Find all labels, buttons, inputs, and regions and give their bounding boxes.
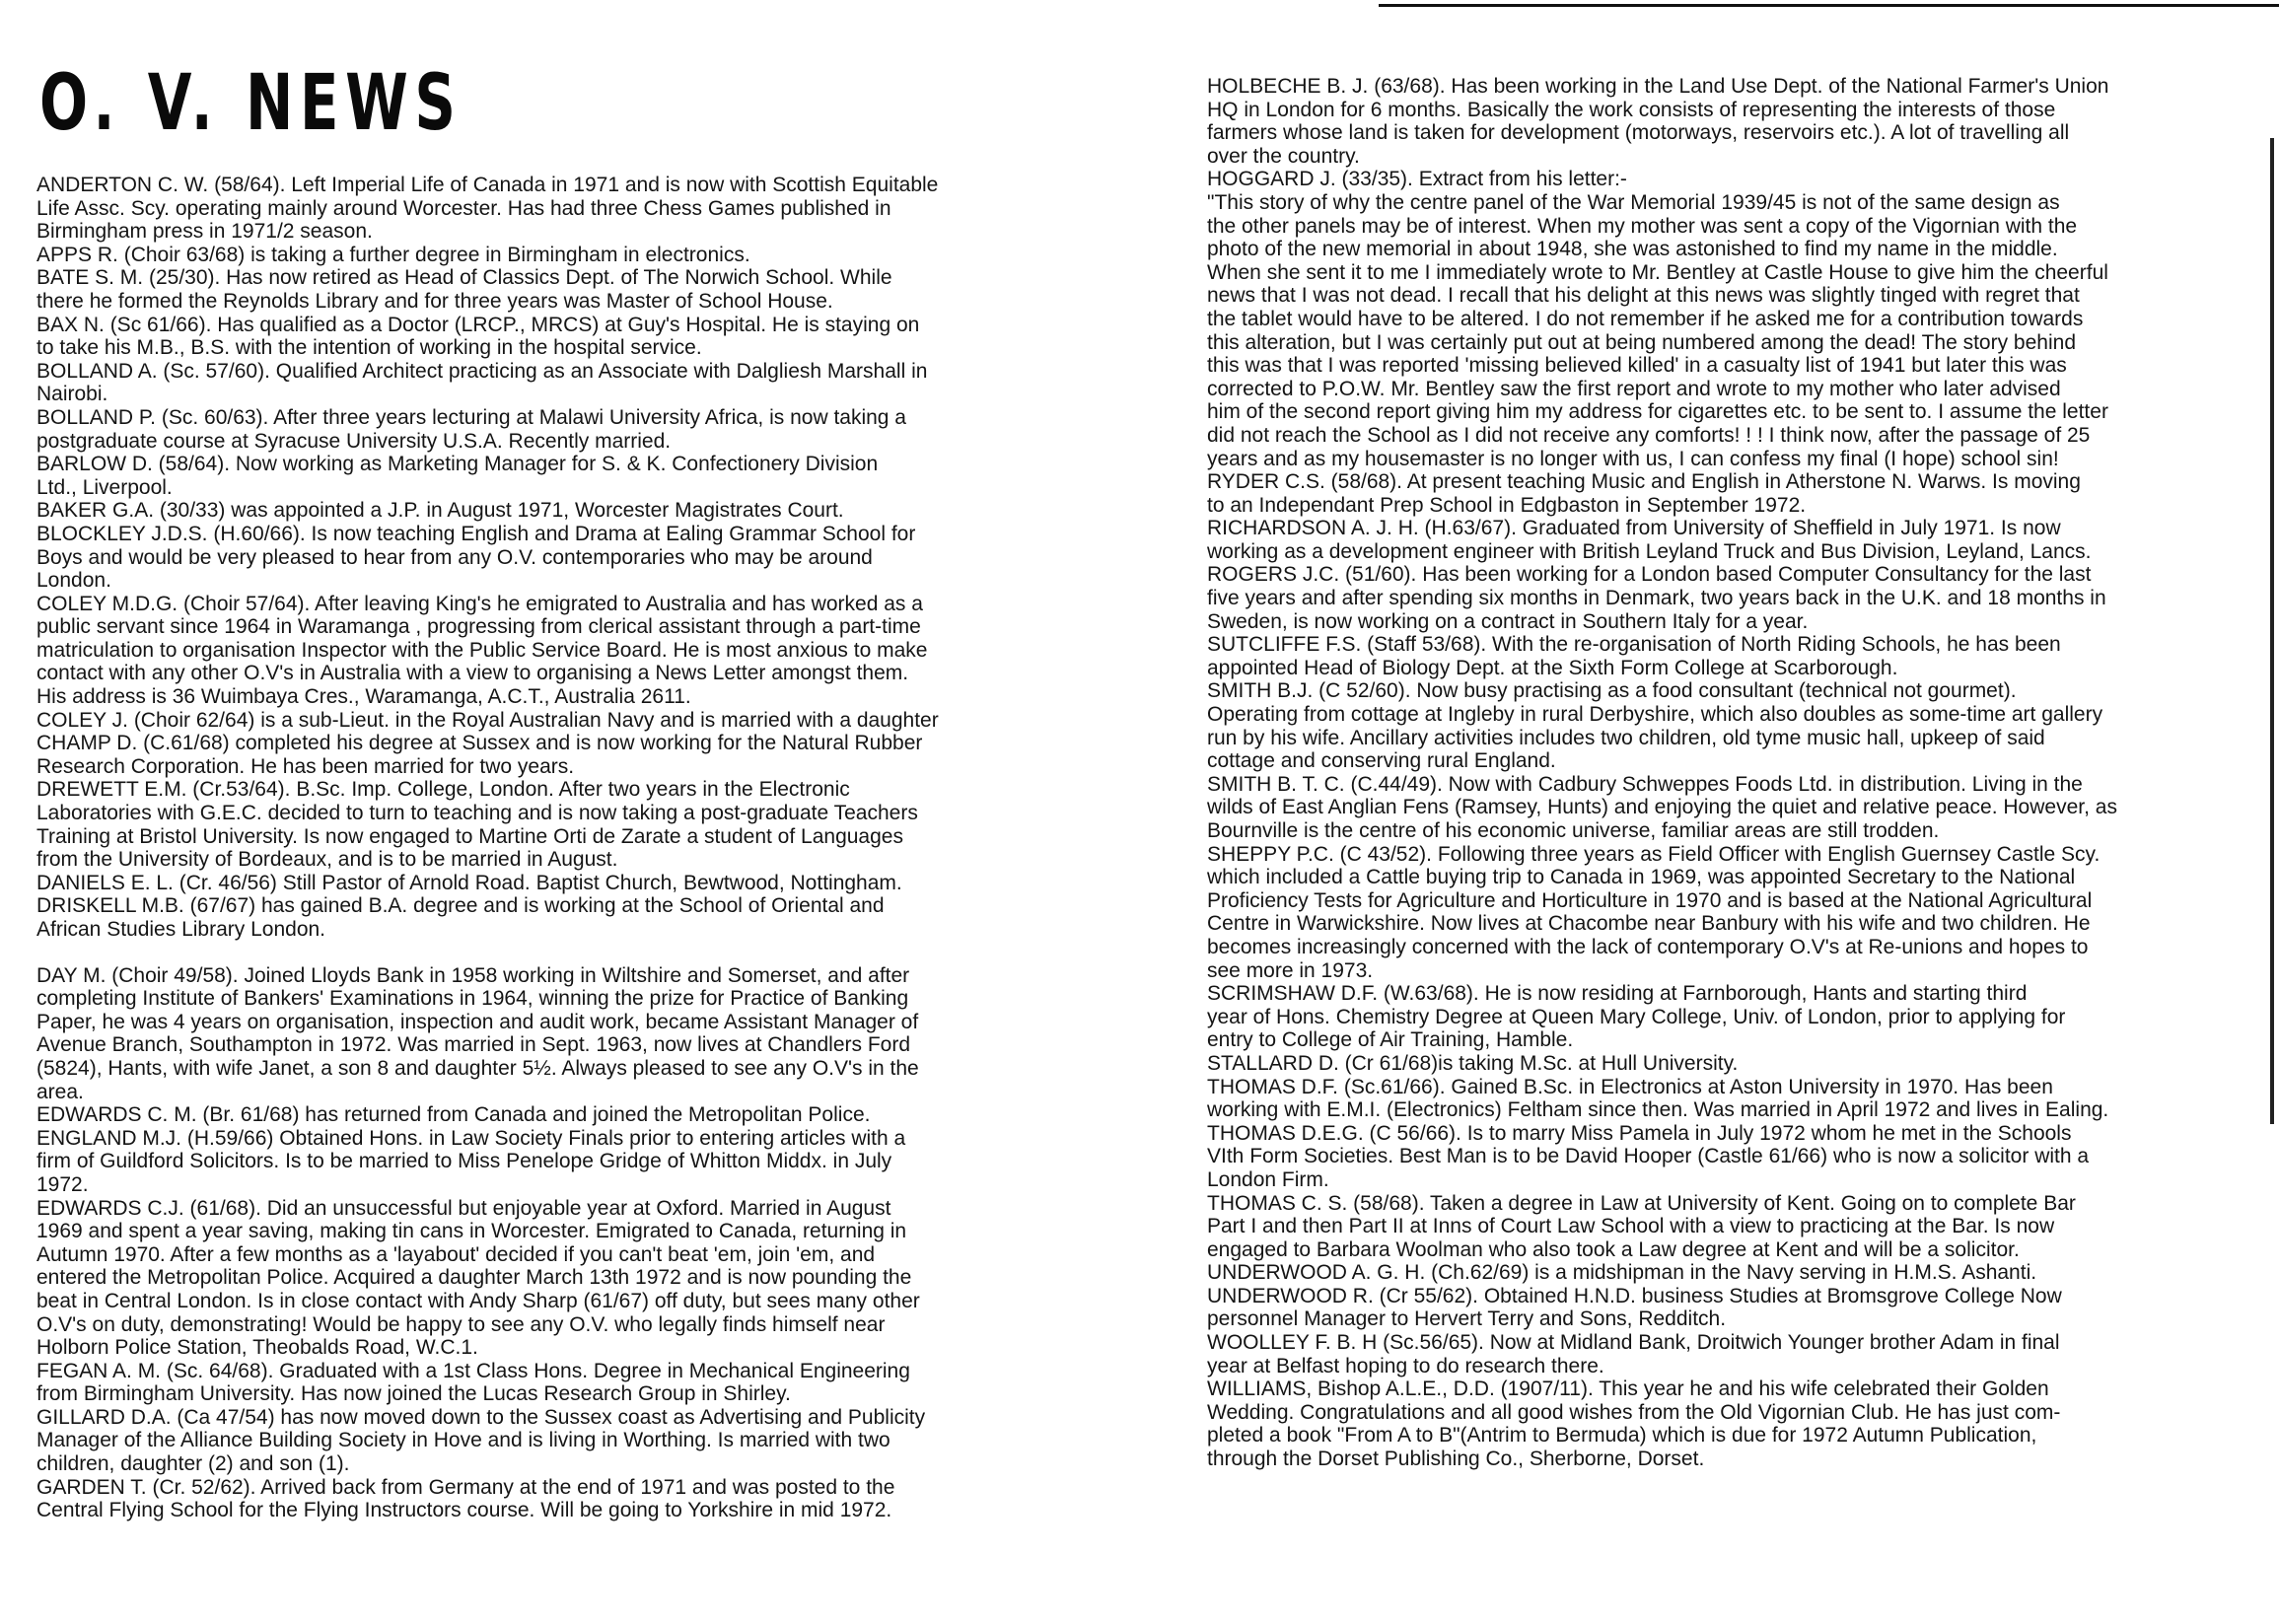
text-line: corrected to P.O.W. Mr. Bentley saw the first report and wrote to my mother who later advised xyxy=(1207,377,2061,400)
text-line: SHEPPY P.C. (C 43/52). Following three years as Field Officer with English Guernsey Castle Scy. xyxy=(1207,842,2101,866)
text-line: SUTCLIFFE F.S. (Staff 53/68). With the re-organisation of North Riding Schools, he has been xyxy=(1207,633,2061,657)
text-line: EDWARDS C.J. (61/68). Did an unsuccessful but enjoyable year at Oxford. Married in August xyxy=(36,1196,891,1220)
text-line: WILLIAMS, Bishop A.L.E., D.D. (1907/11). This year he and his wife celebrated their Golden xyxy=(1207,1377,2049,1401)
text-line: year at Belfast hoping to do research there. xyxy=(1207,1354,1604,1377)
text-line: SMITH B.J. (C 52/60). Now busy practising as a food consultant (technical not gourmet). xyxy=(1207,679,2017,703)
text-line: GARDEN T. (Cr. 52/62). Arrived back from Germany at the end of 1971 and was posted to the xyxy=(36,1475,895,1499)
text-line: COLEY M.D.G. (Choir 57/64). After leaving King's he emigrated to Australia and has worked as a xyxy=(36,592,923,615)
text-line: five years and after spending six months in Denmark, two years back in the U.K. and 18 months in xyxy=(1207,587,2106,610)
text-line: BLOCKLEY J.D.S. (H.60/66). Is now teaching English and Drama at Ealing Grammar School for xyxy=(36,522,916,545)
text-line: contact with any other O.V's in Australia with a view to organising a News Letter amongst them. xyxy=(36,662,909,685)
text-line: Boys and would be very pleased to hear from any O.V. contemporaries who may be around xyxy=(36,545,873,569)
text-line: Wedding. Congratulations and all good wishes from the Old Vigornian Club. He has just com- xyxy=(1207,1400,2061,1424)
text-line: photo of the new memorial in about 1948, she was astonished to find my name in the middle. xyxy=(1207,238,2058,261)
text-line: O.V's on duty, demonstrating! Would be happy to see any O.V. who legally finds himself near xyxy=(36,1312,886,1336)
text-line: working with E.M.I. (Electronics) Feltham since then. Was married in April 1972 and lives in Ealing. xyxy=(1207,1098,2109,1122)
text-line: EDWARDS C. M. (Br. 61/68) has returned from Canada and joined the Metropolitan Police. xyxy=(36,1103,871,1127)
text-line: THOMAS D.F. (Sc.61/66). Gained B.Sc. in Electronics at Aston University in 1970. Has been xyxy=(1207,1075,2053,1098)
text-line: firm of Guildford Solicitors. Is to be married to Miss Penelope Gridge of Whitton Middx. in July xyxy=(36,1150,892,1173)
text-line: DANIELS E. L. (Cr. 46/56) Still Pastor of Arnold Road. Baptist Church, Bewtwood, Nottingham. xyxy=(36,871,902,894)
page-edge-rule xyxy=(2270,138,2274,1124)
text-line: personnel Manager to Hervert Terry and Sons, Redditch. xyxy=(1207,1307,1727,1331)
text-line: from Birmingham University. Has now joined the Lucas Research Group in Shirley. xyxy=(36,1382,791,1406)
text-line: cottage and conserving rural England. xyxy=(1207,749,1556,773)
text-line: matriculation to organisation Inspector with the Public Service Board. He is most anxious to make xyxy=(36,638,928,662)
text-line: Birmingham press in 1971/2 season. xyxy=(36,220,373,244)
text-line: wilds of East Anglian Fens (Ramsey, Hunts) and enjoying the quiet and relative peace. However, as xyxy=(1207,796,2117,819)
text-line: RICHARDSON A. J. H. (H.63/67). Graduated from University of Sheffield in July 1971. Is now xyxy=(1207,517,2061,540)
text-line: HOGGARD J. (33/35). Extract from his letter:- xyxy=(1207,168,1627,191)
text-line: Training at Bristol University. Is now engaged to Martine Orti de Zarate a student of Languages xyxy=(36,824,903,848)
text-line: FEGAN A. M. (Sc. 64/68). Graduated with a 1st Class Hons. Degree in Mechanical Engineering xyxy=(36,1359,910,1382)
text-line: ROGERS J.C. (51/60). Has been working for a London based Computer Consultancy for the last xyxy=(1207,563,2092,587)
text-line: over the country. xyxy=(1207,144,1360,168)
text-line: pleted a book "From A to B"(Antrim to Bermuda) which is due for 1972 Autumn Publication, xyxy=(1207,1424,2037,1447)
text-line: VIth Form Societies. Best Man is to be David Hooper (Castle 61/66) who is now a solicitor with a xyxy=(1207,1145,2090,1168)
text-line: did not reach the School as I did not receive any comforts! ! ! I think now, after the passage of 25 xyxy=(1207,423,2091,447)
text-line: Research Corporation. He has been married for two years. xyxy=(36,754,575,778)
text-line: entered the Metropolitan Police. Acquired a daughter March 13th 1972 and is now pounding the xyxy=(36,1266,912,1290)
text-line: "This story of why the centre panel of the War Memorial 1939/45 is not of the same design as xyxy=(1207,190,2060,214)
text-line: London. xyxy=(36,569,111,593)
top-rule xyxy=(1379,4,2279,7)
text-line: GILLARD D.A. (Ca 47/54) has now moved down to the Sussex coast as Advertising and Publicity xyxy=(36,1405,926,1429)
text-line: BARLOW D. (58/64). Now working as Marketing Manager for S. & K. Confectionery Division xyxy=(36,453,879,476)
text-line: DRISKELL M.B. (67/67) has gained B.A. degree and is working at the School of Oriental and xyxy=(36,894,885,918)
text-line: Bournville is the centre of his economic universe, familiar areas are still trodden. xyxy=(1207,819,1940,842)
text-line: Proficiency Tests for Agriculture and Horticulture in 1970 and is based at the National Agricultural xyxy=(1207,888,2093,912)
text-line: CHAMP D. (C.61/68) completed his degree at Sussex and is now working for the Natural Rubber xyxy=(36,732,923,755)
text-line: working as a development engineer with British Leyland Truck and Bus Division, Leyland, Lancs. xyxy=(1207,539,2092,563)
text-line: area. xyxy=(36,1080,84,1103)
text-line: beat in Central London. Is in close contact with Andy Sharp (61/67) off duty, but sees many other xyxy=(36,1289,920,1312)
text-line: this alteration, but I was certainly put out at being numbered among the dead! The story behind xyxy=(1207,330,2076,354)
text-line: Nairobi. xyxy=(36,383,108,406)
text-line: (5824), Hants, with wife Janet, a son 8 and daughter 5½. Always pleased to see any O.V's in the xyxy=(36,1056,919,1080)
page-title: O. V. NEWS xyxy=(39,59,463,148)
text-line: Sweden, is now working on a contract in Southern Italy for a year. xyxy=(1207,609,1809,633)
text-line: BAX N. (Sc 61/66). Has qualified as a Doctor (LRCP., MRCS) at Guy's Hospital. He is staying on xyxy=(36,313,920,336)
text-line: Avenue Branch, Southampton in 1972. Was married in Sept. 1963, now lives at Chandlers Ford xyxy=(36,1033,910,1057)
text-line: to take his M.B., B.S. with the intention of working in the hospital service. xyxy=(36,336,702,360)
text-line: Laboratories with G.E.C. decided to turn to teaching and is now taking a post-graduate Teachers xyxy=(36,802,918,825)
text-line: SMITH B. T. C. (C.44/49). Now with Cadbury Schweppes Foods Ltd. in distribution. Living in the xyxy=(1207,772,2083,796)
text-line: ENGLAND M.J. (H.59/66) Obtained Hons. in Law Society Finals prior to entering articles with a xyxy=(36,1126,906,1150)
text-line: 1972. xyxy=(36,1172,89,1196)
text-line: BOLLAND P. (Sc. 60/63). After three years lecturing at Malawi University Africa, is now taking a xyxy=(36,405,906,429)
text-line: HQ in London for 6 months. Basically the work consists of representing the interests of those xyxy=(1207,98,2056,121)
text-line: BATE S. M. (25/30). Has now retired as Head of Classics Dept. of The Norwich School. While xyxy=(36,266,892,290)
text-line: THOMAS D.E.G. (C 56/66). Is to marry Miss Pamela in July 1972 whom he met in the Schools xyxy=(1207,1121,2072,1145)
text-line: becomes increasingly concerned with the lack of contemporary O.V's at Re-unions and hopes to xyxy=(1207,935,2089,958)
text-line: entry to College of Air Training, Hamble. xyxy=(1207,1028,1574,1052)
text-line: Autumn 1970. After a few months as a 'layabout' decided if you can't beat 'em, join 'em, and xyxy=(36,1242,876,1266)
text-line: farmers whose land is taken for development (motorways, reservoirs etc.). A lot of travelling all xyxy=(1207,121,2070,145)
text-line: see more in 1973. xyxy=(1207,958,1374,982)
right-column xyxy=(1207,75,2198,1471)
text-line: the tablet would have to be altered. I do not remember if he asked me for a contribution towards xyxy=(1207,307,2084,330)
left-column xyxy=(36,174,1028,1522)
text-line: THOMAS C. S. (58/68). Taken a degree in Law at University of Kent. Going on to complete Bar xyxy=(1207,1191,2076,1215)
text-line: years and as my housemaster is no longer with us, I can confess my final (I hope) school sin! xyxy=(1207,447,2059,470)
text-line: postgraduate course at Syracuse University U.S.A. Recently married. xyxy=(36,429,672,453)
text-line: engaged to Barbara Woolman who also took a Law degree at Kent and will be a solicitor. xyxy=(1207,1237,2020,1261)
text-line: Centre in Warwickshire. Now lives at Chacombe near Banbury with his wife and two children. He xyxy=(1207,912,2091,936)
text-line: APPS R. (Choir 63/68) is taking a further degree in Birmingham in electronics. xyxy=(36,243,750,266)
text-line: through the Dorset Publishing Co., Sherborne, Dorset. xyxy=(1207,1447,1705,1471)
text-line: to an Independant Prep School in Edgbaston in September 1972. xyxy=(1207,493,1807,517)
text-line: year of Hons. Chemistry Degree at Queen Mary College, Univ. of London, prior to applying for xyxy=(1207,1005,2066,1028)
text-line: from the University of Bordeaux, and is to be married in August. xyxy=(36,848,618,872)
text-line: 1969 and spent a year saving, making tin cans in Worcester. Emigrated to Canada, returning in xyxy=(36,1220,907,1243)
text-line: UNDERWOOD A. G. H. (Ch.62/69) is a midshipman in the Navy serving in H.M.S. Ashanti. xyxy=(1207,1261,2037,1285)
text-line: Paper, he was 4 years on organisation, inspection and audit work, became Assistant Manager of xyxy=(36,1010,919,1033)
text-line: news that I was not dead. I recall that his delight at this news was slightly tinged with regret that xyxy=(1207,284,2080,308)
text-line: this was that I was reported 'missing believed killed' in a casualty list of 1941 but later this was xyxy=(1207,354,2067,378)
text-line: RYDER C.S. (58/68). At present teaching Music and English in Atherstone N. Warws. Is moving xyxy=(1207,470,2081,494)
text-line: Central Flying School for the Flying Instructors course. Will be going to Yorkshire in mid 1972. xyxy=(36,1499,892,1522)
text-line: DREWETT E.M. (Cr.53/64). B.Sc. Imp. College, London. After two years in the Electronic xyxy=(36,778,850,802)
text-line: SCRIMSHAW D.F. (W.63/68). He is now residing at Farnborough, Hants and starting third xyxy=(1207,982,2028,1006)
text-line: His address is 36 Wuimbaya Cres., Waramanga, A.C.T., Australia 2611. xyxy=(36,685,691,709)
text-line: Holborn Police Station, Theobalds Road, W.C.1. xyxy=(36,1336,478,1360)
text-line: which included a Cattle buying trip to Canada in 1969, was appointed Secretary to the National xyxy=(1207,866,2076,889)
text-line: the other panels may be of interest. When my mother was sent a copy of the Vigornian with the xyxy=(1207,214,2078,238)
text-line: Part I and then Part II at Inns of Court Law School with a view to practicing at the Bar. Is now xyxy=(1207,1215,2055,1238)
text-line: Manager of the Alliance Building Society in Hove and is living in Worthing. Is married with two xyxy=(36,1429,890,1452)
text-line: ANDERTON C. W. (58/64). Left Imperial Life of Canada in 1971 and is now with Scottish Equitable xyxy=(36,174,939,196)
text-line: COLEY J. (Choir 62/64) is a sub-Lieut. in the Royal Australian Navy and is married with a daughter xyxy=(36,708,939,732)
text-line: HOLBECHE B. J. (63/68). Has been working in the Land Use Dept. of the National Farmer's Union xyxy=(1207,75,2109,98)
text-line: DAY M. (Choir 49/58). Joined Lloyds Bank in 1958 working in Wiltshire and Somerset, and after xyxy=(36,963,910,987)
text-line: him of the second report giving him my address for cigarettes etc. to be sent to. I assume the letter xyxy=(1207,400,2108,424)
text-line: BOLLAND A. (Sc. 57/60). Qualified Architect practicing as an Associate with Dalgliesh Marshall in xyxy=(36,359,928,383)
text-line: WOOLLEY F. B. H (Sc.56/65). Now at Midland Bank, Droitwich Younger brother Adam in final xyxy=(1207,1331,2060,1355)
text-line: completing Institute of Bankers' Examinations in 1964, winning the prize for Practice of Banking xyxy=(36,987,909,1011)
text-line: Life Assc. Scy. operating mainly around Worcester. Has had three Chess Games published in xyxy=(36,196,891,220)
text-line: Operating from cottage at Ingleby in rural Derbyshire, which also doubles as some-time art gallery xyxy=(1207,703,2103,727)
text-line: STALLARD D. (Cr 61/68)is taking M.Sc. at Hull University. xyxy=(1207,1051,1739,1075)
text-line: children, daughter (2) and son (1). xyxy=(36,1452,350,1476)
text-line: UNDERWOOD R. (Cr 55/62). Obtained H.N.D. business Studies at Bromsgrove College Now xyxy=(1207,1284,2062,1307)
text-line: there he formed the Reynolds Library and for three years was Master of School House. xyxy=(36,289,833,313)
text-line: African Studies Library London. xyxy=(36,918,326,941)
text-line: When she sent it to me I immediately wrote to Mr. Bentley at Castle House to give him the cheerful xyxy=(1207,260,2108,284)
text-line: run by his wife. Ancillary activities includes two children, old tyme music hall, upkeep of said xyxy=(1207,726,2045,749)
text-line: Ltd., Liverpool. xyxy=(36,475,173,499)
text-line: London Firm. xyxy=(1207,1167,1329,1191)
text-line: BAKER G.A. (30/33) was appointed a J.P. in August 1971, Worcester Magistrates Court. xyxy=(36,499,844,523)
text-line: appointed Head of Biology Dept. at the Sixth Form College at Scarborough. xyxy=(1207,656,1898,679)
text-line: public servant since 1964 in Waramanga , progressing from clerical assistant through a part-time xyxy=(36,615,921,639)
paragraph-gap xyxy=(36,942,1028,964)
